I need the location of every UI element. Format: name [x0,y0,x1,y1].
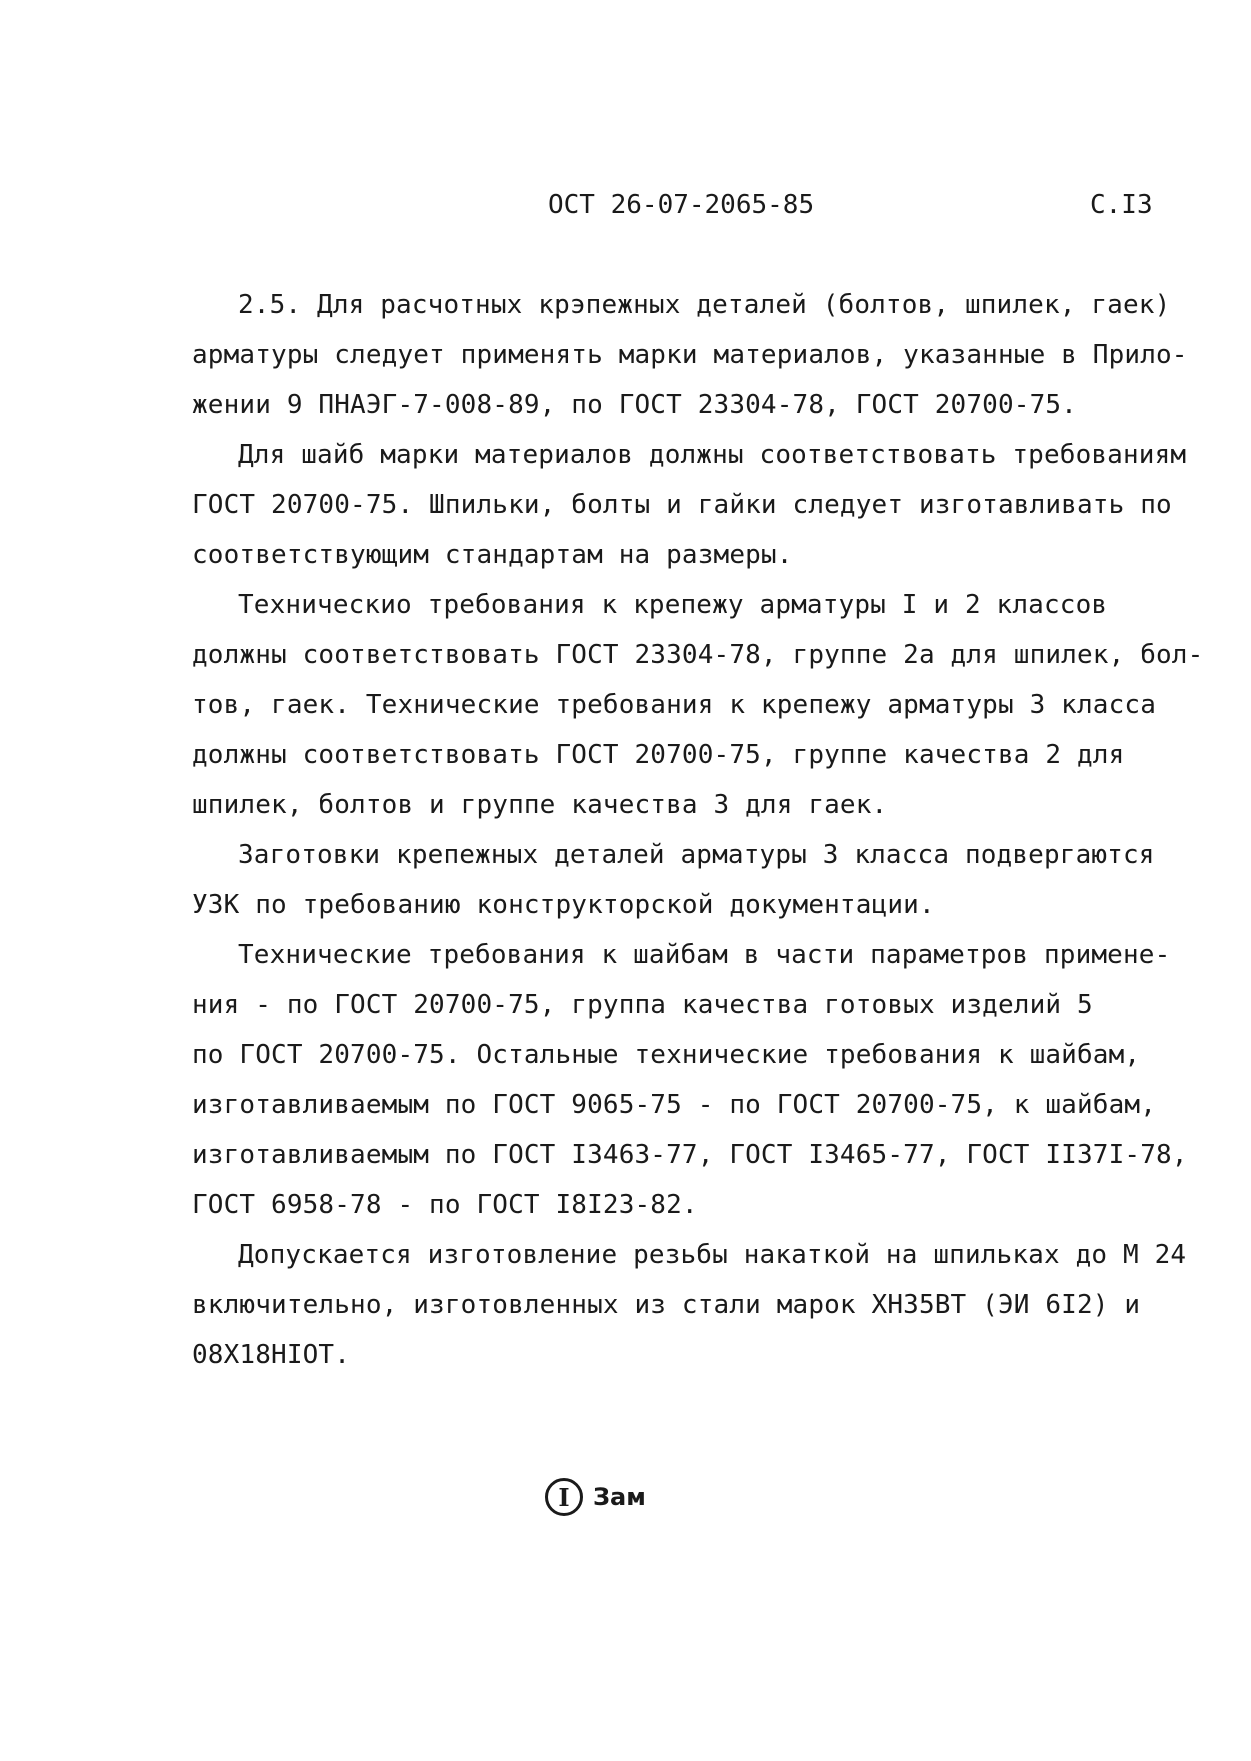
paragraph-5-line-3: по ГОСТ 20700-75. Остальные технические требования к шайбам, [192,1040,1141,1070]
paragraph-3-line-2: должны соответствовать ГОСТ 23304-78, группе 2а для шпилек, бол- [192,640,1204,670]
paragraph-1-line-3: жении 9 ПНАЭГ-7-008-89, по ГОСТ 23304-78, ГОСТ 20700-75. [192,390,1077,420]
paragraph-5-line-2: ния - по ГОСТ 20700-75, группа качества готовых изделий 5 [192,990,1093,1020]
revision-mark [545,1478,646,1516]
paragraph-2-line-2: ГОСТ 20700-75. Шпильки, болты и гайки следует изготавливать по [192,490,1172,520]
paragraph-6-line-2: включительно, изготовленных из стали марок ХН35ВТ (ЭИ 6I2) и [192,1290,1141,1320]
paragraph-6-line-1: Допускается изготовление резьбы накаткой на шпильках до М 24 [238,1240,1187,1270]
paragraph-3-line-5: шпилек, болтов и группе качества 3 для гаек. [192,790,888,820]
paragraph-4-line-2: УЗК по требованию конструкторской документации. [192,890,935,920]
page-number: С.I3 [1090,190,1153,220]
paragraph-3-line-4: должны соответствовать ГОСТ 20700-75, группе качества 2 для [192,740,1125,770]
paragraph-2-line-3: соответствующим стандартам на размеры. [192,540,793,570]
paragraph-1-line-2: арматуры следует применять марки материалов, указанные в Прило- [192,340,1188,370]
paragraph-5-line-4: изготавливаемым по ГОСТ 9065-75 - по ГОСТ 20700-75, к шайбам, [192,1090,1157,1120]
revision-label: Зам [593,1483,646,1511]
paragraph-3-line-3: тов, гаек. Технические требования к крепежу арматуры 3 класса [192,690,1157,720]
paragraph-4-line-1: Заготовки крепежных деталей арматуры 3 класса подвергаются [238,840,1155,870]
paragraph-2-line-1: Для шайб марки материалов должны соответствовать требованиям [238,440,1187,470]
paragraph-5-line-1: Технические требования к шайбам в части параметров примене- [238,940,1171,970]
document-code: ОСТ 26-07-2065-85 [548,190,815,220]
paragraph-5-line-5: изготавливаемым по ГОСТ I3463-77, ГОСТ I3465-77, ГОСТ II37I-78, [192,1140,1188,1170]
paragraph-3-line-1: Техническио требования к крепежу арматуры I и 2 классов [238,590,1108,620]
paragraph-5-line-6: ГОСТ 6958-78 - по ГОСТ I8I23-82. [192,1190,698,1220]
paragraph-6-line-3: 08Х18НIОТ. [192,1340,351,1370]
paragraph-1-line-1: 2.5. Для расчотных крэпежных деталей (болтов, шпилек, гаек) [238,290,1171,320]
revision-number-circle: I [545,1478,583,1516]
